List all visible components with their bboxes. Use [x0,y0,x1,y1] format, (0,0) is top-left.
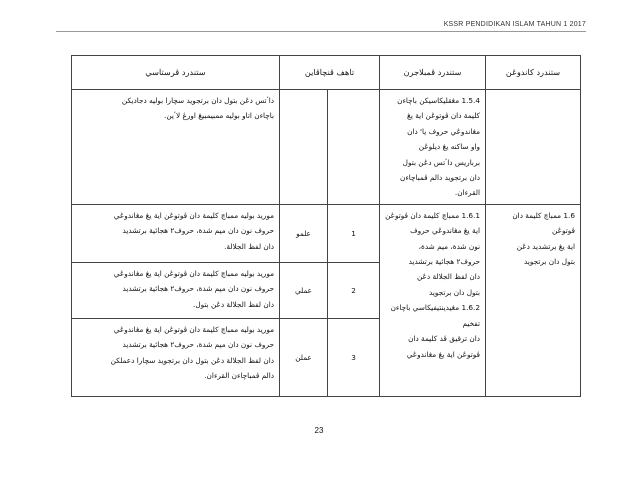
cell-pembelajaran-1-5-4 [380,90,486,205]
text-line: 1.6 ممباچ كليمة دان ڤوتوڠن [512,210,576,236]
text-line: داٴتس دڠن بتول دان برتجويد سچارا بوليه دجاديكن [121,96,274,105]
text-line: اية يڠ مڠاندوڠي حروف [410,226,481,236]
text-line: حروف نون دان ميم شدة، حروف٢ هجائية برتشديد [122,226,274,236]
curriculum-table [71,55,581,397]
text-line: دان ترقيق ڤد كليمة دان [408,334,481,344]
cell-empty [280,90,328,205]
cell-prestasi-level-2 [72,262,280,318]
text-line: حروف٢ هجائية برتشديد [408,257,481,267]
text-line: مڠاندوڠي حروف يا' دان [407,126,481,136]
text-line: موريد بوليه ممباچ كليمة دان ڤوتوڠن اية يڠ مڠاندوڠي [113,324,274,334]
text-line: دان لفظ الجلالة دڠن بتول. [193,299,274,309]
cell-empty [328,90,380,205]
text-line: اية يڠ برتشديد دڠن [516,241,576,251]
text-line: حروف نون دان ميم شدة، حروف٢ هجائية برتشديد [122,340,274,350]
cell-prestasi-level-3 [72,318,280,396]
level-number: 2 [328,262,380,318]
text-line: موريد بوليه ممباچ كليمة دان ڤوتوڠن اية يڠ مڠاندوڠي [113,210,274,220]
text-line: واو ساكنه يڠ ديلوڠن [418,142,481,152]
text-line: دالم ڤمباچاءن القرءان. [204,371,274,381]
text-line: برباريس داٴتس دڠن بتول [402,157,481,167]
text-line: دان لفظ الجلالة دڠن بتول دان برتجويد سچارا دعملكن [110,355,274,365]
cell-empty [486,90,581,205]
text-line: 1.5.4 مڠقليكاسيكن باچاءن [397,96,481,105]
text-line: ڤوتوڠن اية يڠ مڠاندوڠي [406,349,481,359]
header-standard-kandungan: ستندرد كاندوڠن [486,56,581,90]
header-standard-pembelajaran: ستندرد ڤمبلاجرن [380,56,486,90]
text-line: دان لفظ الجلالة دڠن [416,272,481,282]
text-line: نون شدة، ميم شدة، [418,241,481,251]
text-line: باچاءن اتاو بوليه ممبيمبيڠ اورڠ لاٴين. [164,111,274,121]
level-tahap: علمو [280,204,328,262]
text-line: دان برتجويد دالم ڤمباچاءن [399,173,481,183]
text-line: 1.6.2 مڠيدينتيفيكاسي باچاءن تفخيم [390,303,481,328]
text-line: 1.6.1 ممباچ كليمة دان ڤوتوڠن [385,210,481,220]
text-line: بتول دان برتجويد [429,287,481,297]
header-standard-prestasi: ستندرد ڤرستاسي [72,56,280,90]
text-line: بتول دان برتجويد [524,257,576,267]
table-header-row [72,56,581,90]
text-line: القرءان. [454,188,481,198]
level-number: 1 [328,204,380,262]
level-number: 3 [328,318,380,396]
header-divider [56,31,586,32]
page-number: 23 [314,426,324,435]
table-row [72,90,581,205]
text-line: دان لفظ الجلالة. [224,241,274,251]
text-line: كليمة دان ڤوتوڠن اية يڠ [407,111,481,121]
header-tahap-penguasaan: تاهف ڤنچاڤاين [280,56,380,90]
table-row [72,204,581,262]
text-line: موريد بوليه ممباچ كليمة دان ڤوتوڠن اية يڠ مڠاندوڠي [113,268,274,278]
cell-standard-kandungan-1-6 [486,204,581,396]
text-line: حروف نون دان ميم شدة، حروف٢ هجائية برتشديد [122,284,274,294]
level-tahap: عملن [280,318,328,396]
level-tahap: عملي [280,262,328,318]
document-header: KSSR PENDIDIKAN ISLAM TAHUN 1 2017 [443,21,586,28]
cell-pembelajaran-1-6 [380,204,486,396]
cell-prestasi-continued [72,90,280,205]
cell-prestasi-level-1 [72,204,280,262]
